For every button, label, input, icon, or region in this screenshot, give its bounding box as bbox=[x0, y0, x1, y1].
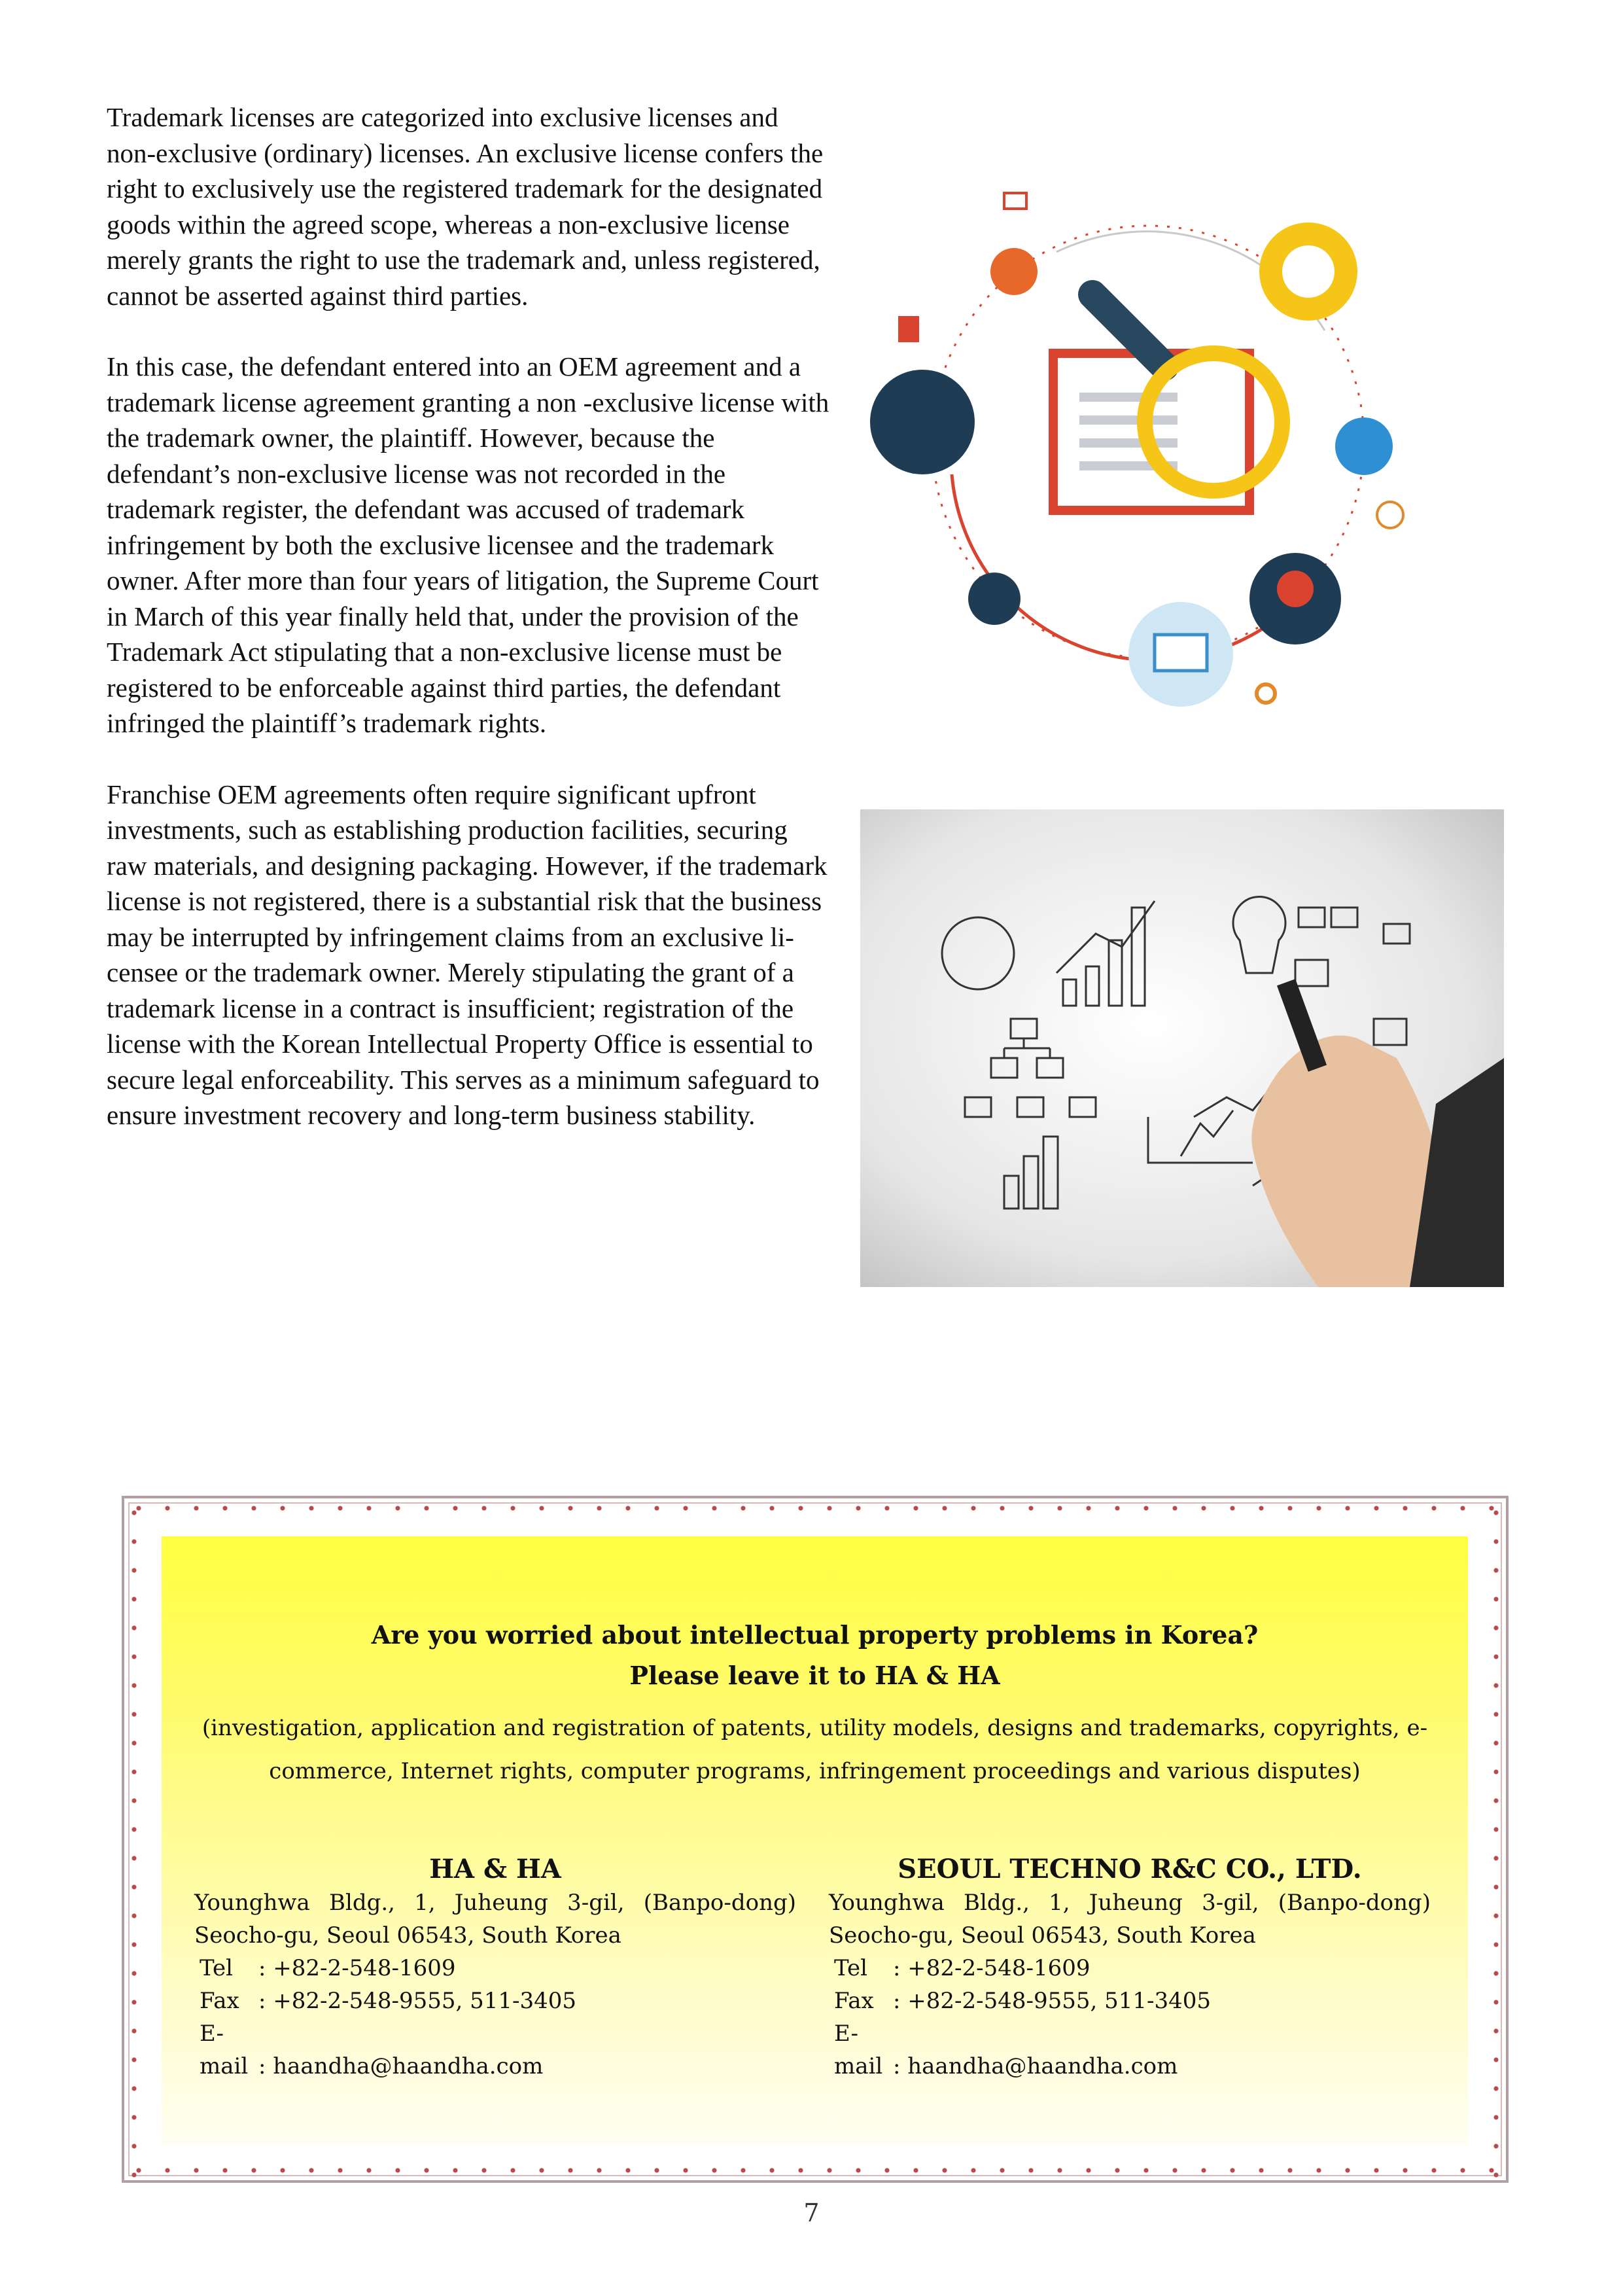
business-sketch-photo bbox=[860, 809, 1504, 1287]
ad-panel bbox=[162, 1536, 1468, 2145]
office-name: HA & HA bbox=[429, 1854, 561, 1884]
pen-icon bbox=[968, 573, 1021, 625]
office-email bbox=[194, 2017, 796, 2083]
page-number: 7 bbox=[803, 2199, 820, 2227]
office-email bbox=[829, 2017, 1431, 2083]
office-tel bbox=[829, 1952, 1431, 1985]
magnifier-document-illustration bbox=[867, 167, 1416, 723]
ad-services: (investigation, application and registration of patents, utility models, designs and trademarks, copyrights, e-commerce, Internet rights, computer programs, infringement proceedings and various disputes) bbox=[201, 1715, 1428, 1784]
email-value: : haandha@haandha.com bbox=[893, 2053, 1178, 2079]
office-address-line1: Younghwa Bldg., 1, Juheung 3-gil, (Banpo-dong) bbox=[829, 1890, 1431, 1916]
tel-value: : +82-2-548-1609 bbox=[258, 1955, 456, 1981]
orbit-arc bbox=[952, 474, 1285, 660]
gear-icon bbox=[1257, 684, 1275, 703]
fax-value: : +82-2-548-9555, 511-3405 bbox=[893, 1988, 1212, 2014]
stopwatch-icon bbox=[1335, 417, 1393, 475]
tel-value: : +82-2-548-1609 bbox=[893, 1955, 1091, 1981]
basketball-icon bbox=[990, 248, 1038, 295]
office-tel bbox=[194, 1952, 796, 1985]
ad-headline: Are you worried about intellectual property problems in Korea? bbox=[371, 1620, 1259, 1650]
email-label: E-mail bbox=[200, 2021, 249, 2079]
mail-icon bbox=[1004, 193, 1026, 209]
tel-label: Tel bbox=[200, 1955, 234, 1981]
email-value: : haandha@haandha.com bbox=[258, 2053, 544, 2079]
office-address-line1: Younghwa Bldg., 1, Juheung 3-gil, (Banpo-dong) bbox=[194, 1890, 796, 1916]
office-fax bbox=[829, 1985, 1431, 2017]
ad-subline: Please leave it to HA & HA bbox=[629, 1661, 1000, 1690]
ad-border-dots-right bbox=[1492, 1498, 1501, 2180]
office-seoul-techno bbox=[829, 1852, 1431, 2083]
fax-label: Fax bbox=[200, 1988, 239, 2014]
fax-value: : +82-2-548-9555, 511-3405 bbox=[258, 1988, 577, 2014]
atom-icon bbox=[1377, 502, 1403, 528]
article-body bbox=[107, 99, 833, 1169]
ad-border-dots-left bbox=[130, 1498, 139, 2180]
article-paragraph-3: Franchise OEM agreements often require significant upfront investments, such as establishing production facilities, securing raw materials, and designing packaging. However, if the trademark license is not registered, there is a substantial risk that the business may be interrupted by infringement claims from an exclusive licensee or the trademark owner. Merely stipulating the grant of a trademark license in a contract is insufficient; registration of the license with the Korean Intellectual Property Office is essential to secure legal enforceability. This serves as a minimum safeguard to ensure investment recovery and long-term business stability. bbox=[107, 779, 828, 1130]
tel-label: Tel bbox=[834, 1955, 868, 1981]
ad-border-dots-bottom bbox=[124, 2166, 1506, 2175]
office-address-line2: Seocho-gu, Seoul 06543, South Korea bbox=[194, 1922, 621, 1949]
email-label: E-mail bbox=[834, 2021, 883, 2079]
article-paragraph-2: In this case, the defendant entered into an OEM agreement and a trademark license agreement granting a non -exclusive license with the trademark owner, the plaintiff. However, because the defendant’s non-exclusive license was not recorded in the trademark register, the defendant was accused of trademark infringement by both the exclusive licensee and the trademark owner. After more than four years of litigation, the Supreme Court in March of this year finally held that, under the provision of the Trademark Act stipulating that a non-exclusive license must be registered to be enforceable against third parties, the defendant infringed the plaintiff’s trademark rights. bbox=[107, 351, 829, 738]
article-paragraph-1: Trademark licenses are categorized into exclusive licenses and non-exclusive (ordinary) licenses. An exclusive license confers the right to exclusively use the registered trademark for the designated goods within the agreed scope, whereas a non-exclusive license merely grants the right to use the trademark and, unless registered, cannot be asserted against third parties. bbox=[107, 102, 824, 311]
office-name: SEOUL TECHNO R&C CO., LTD. bbox=[898, 1854, 1362, 1884]
ad-border-dots-top bbox=[124, 1504, 1506, 1513]
microscope-icon bbox=[870, 370, 975, 474]
fax-label: Fax bbox=[834, 1988, 874, 2014]
office-ha-and-ha bbox=[194, 1852, 796, 2083]
office-address-line2: Seocho-gu, Seoul 06543, South Korea bbox=[829, 1922, 1256, 1949]
office-fax bbox=[194, 1985, 796, 2017]
list-icon bbox=[898, 316, 919, 342]
